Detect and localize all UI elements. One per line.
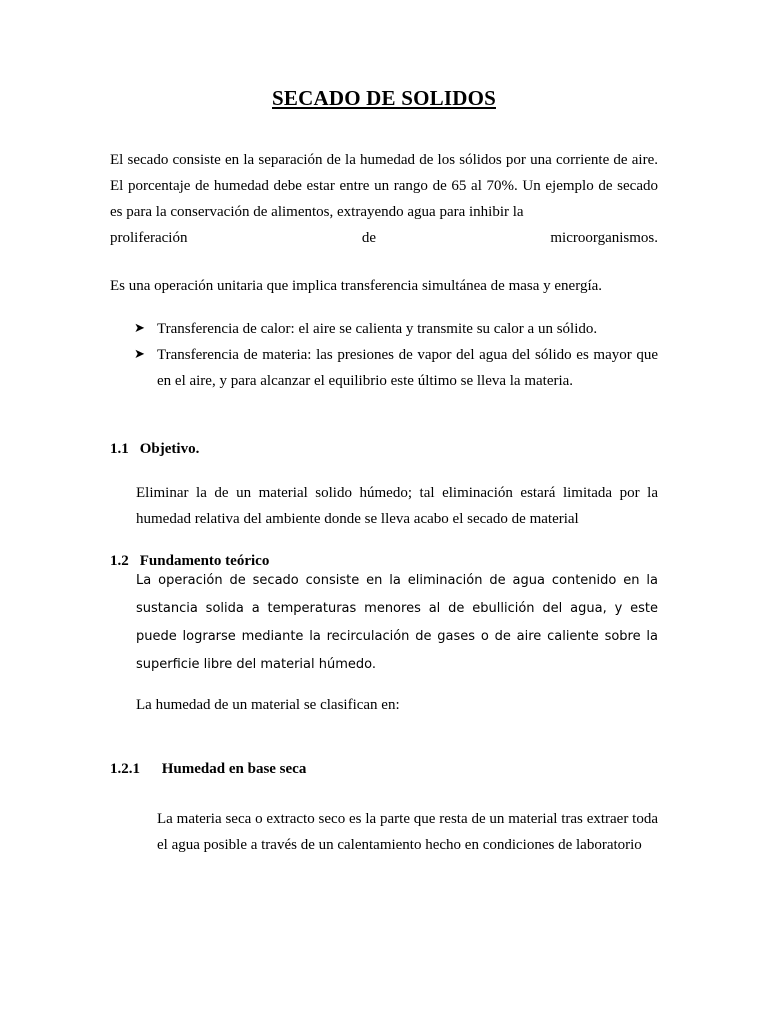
document-title: SECADO DE SOLIDOS: [272, 86, 496, 110]
intro-paragraph-2: Es una operación unitaria que implica transferencia simultánea de masa y energía.: [110, 278, 603, 294]
section-number: 1.1: [110, 441, 129, 457]
base-seca-paragraph: La materia seca o extracto seco es la parte que resta de un material tras extraer toda el agua posible a través de un calentamiento hecho en condiciones de laboratorio: [157, 811, 658, 853]
bullet-text: Transferencia de materia: las presiones de vapor del agua del sólido es mayor que en el aire, y para alcanzar el equilibrio este último se lleva la materia.: [157, 347, 658, 389]
section-number: 1.2.1: [110, 761, 140, 777]
bullet-item: [134, 342, 658, 394]
bullet-item: [134, 316, 658, 342]
arrow-right-icon: ➤: [134, 347, 145, 362]
section-number: 1.2: [110, 553, 129, 569]
section-title: Fundamento teórico: [139, 553, 270, 569]
arrow-right-icon: ➤: [134, 321, 145, 336]
objetivo-paragraph: Eliminar la de un material solido húmedo; tal eliminación estará limitada por la humedad relativa del ambiente donde se lleva acabo el secado de material: [136, 485, 658, 527]
section-heading-base-seca: [110, 761, 306, 778]
section-title: Humedad en base seca: [161, 761, 307, 777]
intro-paragraph-main: El secado consiste en la separación de la humedad de los sólidos por una corriente de aire. El porcentaje de humedad debe estar entre un rango de 65 al 70%. Un ejemplo de secado es para la conservación de alimentos, extrayendo agua para inhibir la: [110, 152, 658, 220]
section-heading-objetivo: [110, 441, 199, 458]
bullet-list: [134, 316, 658, 394]
intro-paragraph-last-line: proliferación de microorganismos.: [110, 230, 658, 246]
section-title: Objetivo.: [139, 441, 200, 457]
fundamento-paragraph: La operación de secado consiste en la eliminación de agua contenido en la sustancia solida a temperaturas menores al de ebullición del agua, y este puede lograrse mediante la recirculación de gases o de aire caliente sobre la superficie libre del material húmedo.: [136, 573, 658, 672]
bullet-text: Transferencia de calor: el aire se calienta y transmite su calor a un sólido.: [157, 321, 598, 337]
clasificacion-paragraph: La humedad de un material se clasifican en:: [136, 697, 400, 713]
intro-paragraph: [110, 147, 658, 251]
